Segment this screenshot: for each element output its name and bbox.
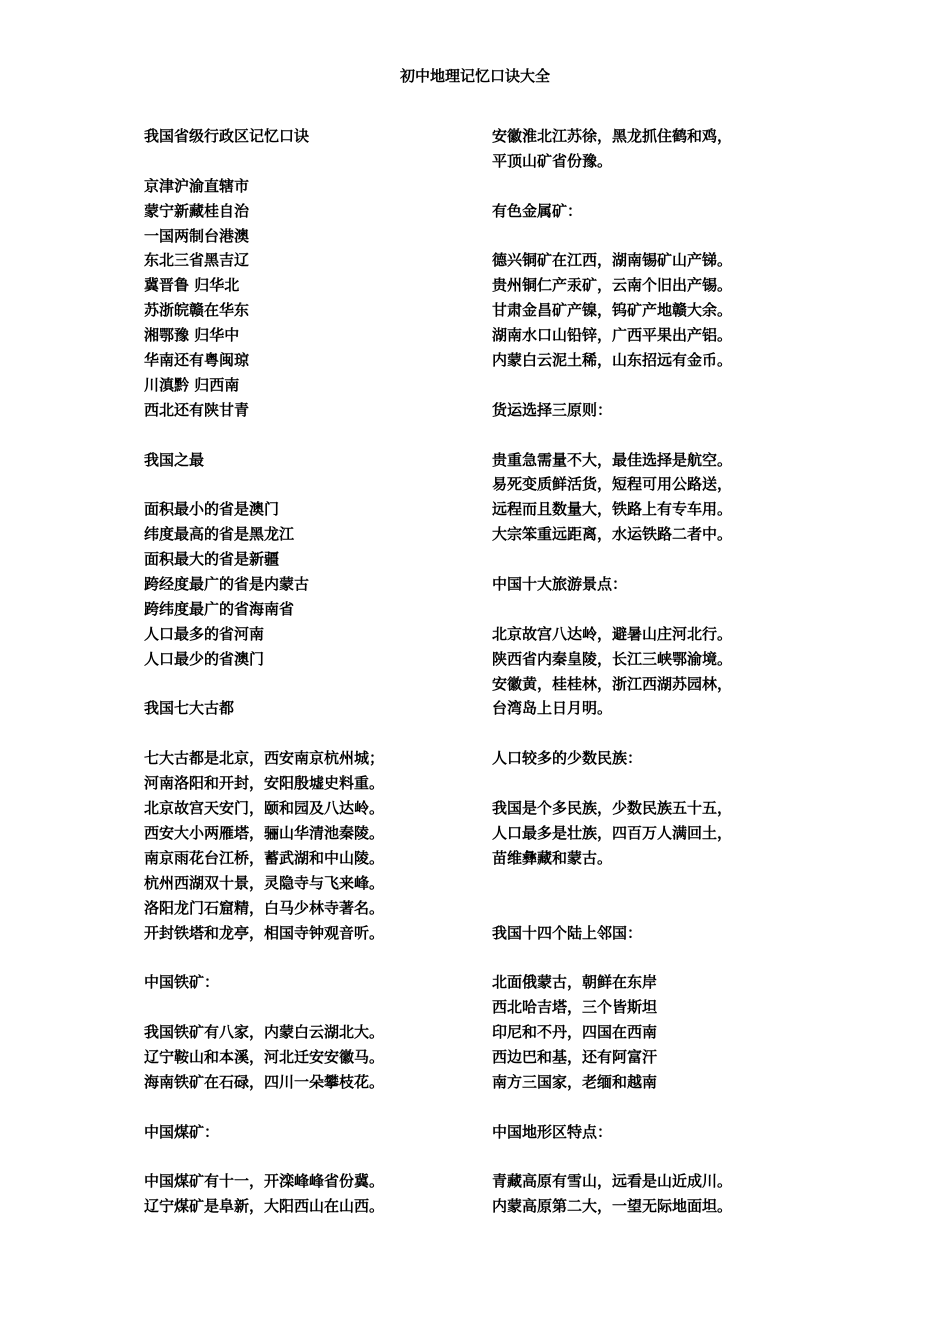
text-line: 川滇黔 归西南 [144,375,240,394]
text-line: 中国十大旅游景点： [492,575,628,594]
text-line: 西安大小两雁塔，骊山华清池秦陵。 [144,823,385,842]
text-line: 七大古都是北京，西安南京杭州城； [144,749,385,768]
text-line: 陕西省内秦皇陵，长江三峡鄂渝境。 [492,649,733,668]
text-line: 南方三国家，老缅和越南 [492,1072,658,1091]
blank-line [144,945,384,970]
text-line: 跨经度最广的省是内蒙古 [144,575,310,594]
text-line: 南京雨花台江桥，蓄武湖和中山陵。 [144,848,385,867]
text-line: 人口最多的省河南 [144,624,265,643]
text-line: 青藏高原有雪山，远看是山近成川。 [492,1172,733,1191]
blank-line [144,1145,384,1170]
text-line: 京津沪渝直辖市 [144,176,250,195]
text-line: 内蒙高原第二大，一望无际地面坦。 [492,1197,733,1216]
text-line: 北面俄蒙古，朝鲜在东岸 [492,973,658,992]
text-line: 西北哈吉塔，三个皆斯坦 [492,998,658,1017]
text-line: 湘鄂豫 归华中 [144,326,240,345]
text-line: 我国是个多民族，少数民族五十五， [492,799,733,818]
text-line: 人口最少的省澳门 [144,649,265,668]
blank-line [144,1095,384,1120]
text-line: 我国七大古都 [144,699,235,718]
text-line: 一国两制台港澳 [144,226,250,245]
text-line: 有色金属矿： [492,201,583,220]
blank-line [492,721,732,746]
text-line: 中国铁矿： [144,973,220,992]
text-line: 甘肃金昌矿产镍，钨矿产地赣大余。 [492,301,733,320]
text-line: 远程而且数量大，铁路上有专车用。 [492,500,733,519]
text-line: 中国地形区特点： [492,1122,613,1141]
text-line: 货运选择三原则： [492,400,613,419]
text-line: 西北还有陕甘青 [144,400,250,419]
left-text-column [144,124,384,1219]
blank-line [492,1145,732,1170]
text-line: 我国之最 [144,450,205,469]
text-line: 我国铁矿有八家，内蒙白云湖北大。 [144,1023,385,1042]
text-line: 华南还有粤闽琼 [144,351,250,370]
text-line: 平顶山矿省份豫。 [492,151,613,170]
text-line: 辽宁煤矿是阜新，大阳西山在山西。 [144,1197,385,1216]
blank-line [144,672,384,697]
text-line: 海南铁矿在石碌，四川一朵攀枝花。 [144,1072,385,1091]
blank-line [492,373,732,398]
text-line: 德兴铜矿在江西，湖南锡矿山产锑。 [492,251,733,270]
text-line: 易死变质鲜活货，短程可用公路送， [492,475,733,494]
blank-line [492,771,732,796]
text-line: 东北三省黑吉辽 [144,251,250,270]
text-line: 台湾岛上日月明。 [492,699,613,718]
text-line: 人口最多是壮族，四百万人满回土， [492,823,733,842]
blank-line [492,871,732,896]
text-line: 贵重急需量不大，最佳选择是航空。 [492,450,733,469]
blank-line [492,945,732,970]
blank-line [492,224,732,249]
text-line: 安徽淮北江苏徐，黑龙抓住鹤和鸡， [492,127,733,145]
blank-line [492,1095,732,1120]
text-line: 安徽黄，桂桂林，浙江西湖苏园林， [492,674,733,693]
text-line: 纬度最高的省是黑龙江 [144,525,295,544]
text-line: 河南洛阳和开封，安阳殷墟史料重。 [144,774,385,793]
text-line: 人口较多的少数民族： [492,749,643,768]
blank-line [492,597,732,622]
text-line: 苏浙皖赣在华东 [144,301,250,320]
blank-line [492,547,732,572]
text-line: 内蒙白云泥土稀，山东招远有金币。 [492,351,733,370]
blank-line [144,423,384,448]
text-line: 辽宁鞍山和本溪，河北迁安安徽马。 [144,1047,385,1066]
text-line: 面积最小的省是澳门 [144,500,280,519]
blank-line [144,995,384,1020]
text-line: 西边巴和基，还有阿富汗 [492,1047,658,1066]
blank-line [492,423,732,448]
text-line: 贵州铜仁产汞矿，云南个旧出产锡。 [492,276,733,295]
blank-line [144,149,384,174]
text-line: 中国煤矿： [144,1122,220,1141]
right-text-column [492,124,732,1219]
blank-line [144,721,384,746]
text-line: 我国十四个陆上邻国： [492,923,643,942]
page-title: 初中地理记忆口诀大全 [399,67,550,85]
text-line: 蒙宁新藏桂自治 [144,201,250,220]
text-line: 大宗笨重远距离，水运铁路二者中。 [492,525,733,544]
text-line: 中国煤矿有十一，开滦峰峰省份冀。 [144,1172,385,1191]
text-line: 北京故宫八达岭，避暑山庄河北行。 [492,624,733,643]
text-line: 湖南水口山铅锌，广西平果出产铝。 [492,326,733,345]
text-line: 杭州西湖双十景，灵隐寺与飞来峰。 [144,873,385,892]
text-line: 苗维彝藏和蒙古。 [492,848,613,867]
text-line: 冀晋鲁 归华北 [144,276,240,295]
text-line: 洛阳龙门石窟精，白马少林寺著名。 [144,898,385,917]
text-line: 跨纬度最广的省海南省 [144,599,295,618]
blank-line [492,174,732,199]
blank-line [492,896,732,921]
text-line: 我国省级行政区记忆口诀 [144,127,310,145]
text-line: 面积最大的省是新疆 [144,550,280,569]
text-line: 北京故宫天安门，颐和园及八达岭。 [144,799,385,818]
text-line: 印尼和不丹，四国在西南 [492,1023,658,1042]
blank-line [144,472,384,497]
text-line: 开封铁塔和龙亭，相国寺钟观音听。 [144,923,385,942]
